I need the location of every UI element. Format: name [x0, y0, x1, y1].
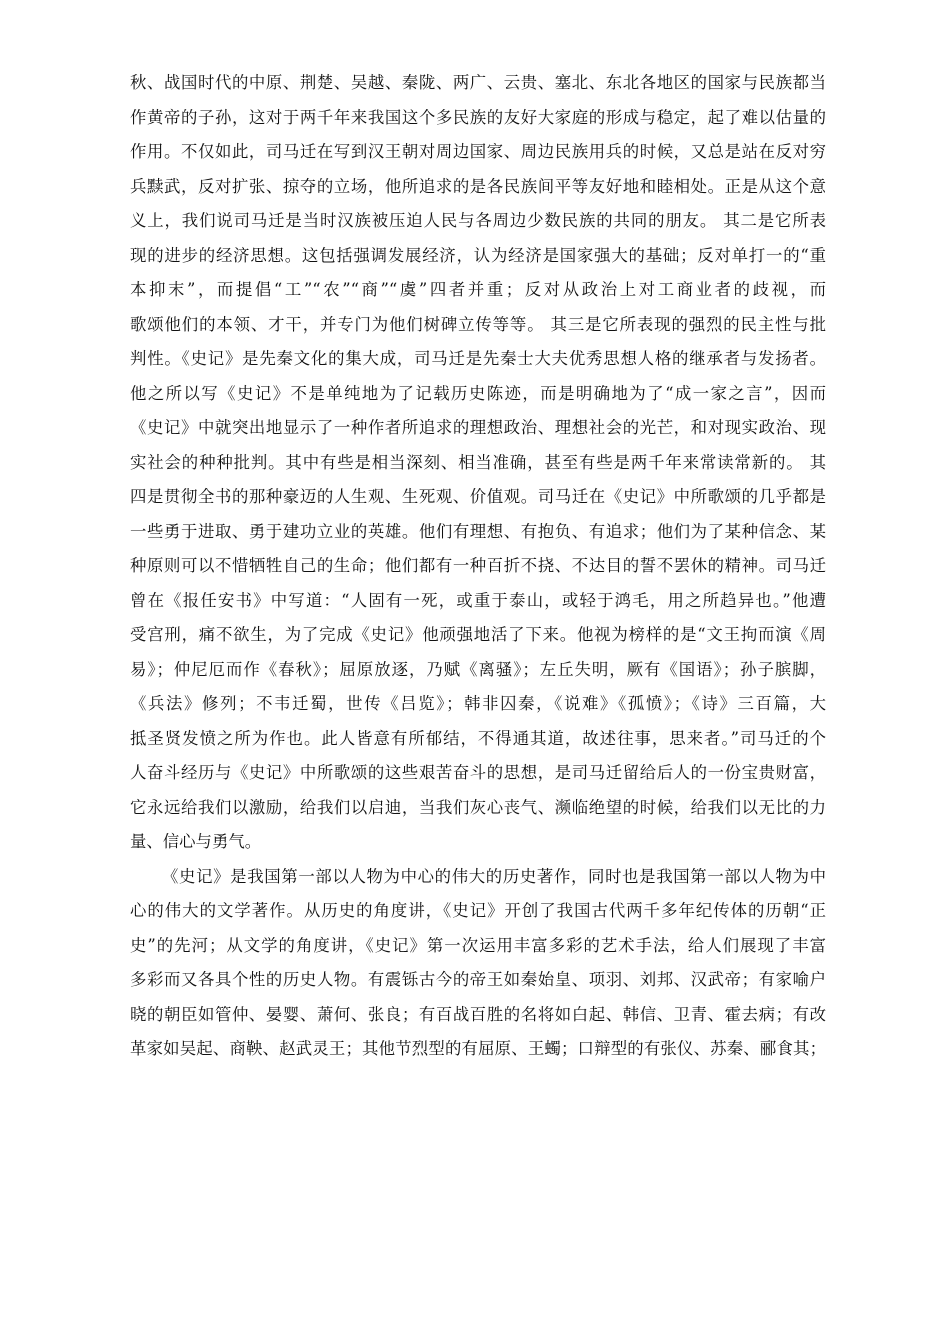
text-line: 他之所以写《史记》不是单纯地为了记载历史陈迹，而是明确地为了“成一家之言”，因而 — [130, 383, 826, 403]
text-line: 《史记》是我国第一部以人物为中心的伟大的历史著作，同时也是我国第一部以人物为中 — [162, 866, 826, 886]
text-line: 本抑末”，而提倡“工”“农”“商”“虞”四者并重；反对从政治上对工商业者的歧视，而 — [130, 280, 826, 299]
text-line: 义上，我们说司马迁是当时汉族被压迫人民与各周边少数民族的共同的朋友。 其二是它所表 — [130, 211, 826, 230]
text-line: 革家如吴起、商鞅、赵武灵王；其他节烈型的有屈原、王蠋；口辩型的有张仪、苏秦、郦食其； — [130, 1039, 826, 1058]
text-line: 多彩而又各具个性的历史人物。有震铄古今的帝王如秦始皇、项羽、刘邦、汉武帝；有家喻户 — [130, 970, 826, 989]
text-line: 作用。不仅如此，司马迁在写到汉王朝对周边国家、周边民族用兵的时候，又总是站在反对穷 — [130, 142, 826, 161]
text-line: 心的伟大的文学著作。从历史的角度讲，《史记》开创了我国古代两千多年纪传体的历朝“正 — [130, 901, 826, 920]
text-line: 四是贯彻全书的那种豪迈的人生观、生死观、价值观。司马迁在《史记》中所歌颂的几乎都是 — [130, 487, 826, 506]
text-line: 它永远给我们以激励，给我们以启迪，当我们灰心丧气、濒临绝望的时候，给我们以无比的力 — [130, 797, 826, 817]
text-line: 曾在《报任安书》中写道：“人固有一死，或重于泰山，或轻于鸿毛，用之所趋异也。”他遭 — [130, 590, 826, 610]
text-line: 《兵法》修列；不韦迁蜀，世传《吕览》；韩非囚秦，《说难》《孤愤》；《诗》三百篇，大 — [130, 694, 826, 713]
text-line: 一些勇于进取、勇于建功立业的英雄。他们有理想、有抱负、有追求；他们为了某种信念、某 — [130, 521, 826, 541]
text-line: 作黄帝的子孙，这对于两千年来我国这个多民族的友好大家庭的形成与稳定，起了难以估量的 — [130, 107, 826, 127]
text-line: 史”的先河；从文学的角度讲，《史记》第一次运用丰富多彩的艺术手法，给人们展现了丰富 — [130, 935, 826, 955]
text-line: 判性。《史记》是先秦文化的集大成，司马迁是先秦士大夫优秀思想人格的继承者与发扬者。 — [130, 349, 826, 368]
text-line: 兵黩武，反对扩张、掠夺的立场，他所追求的是各民族间平等友好地和睦相处。正是从这个意 — [130, 176, 826, 196]
text-line: 实社会的种种批判。其中有些是相当深刻、相当准确，甚至有些是两千年来常读常新的。 其 — [130, 452, 826, 472]
text-line: 人奋斗经历与《史记》中所歌颂的这些艰苦奋斗的思想，是司马迁留给后人的一份宝贵财富， — [130, 763, 826, 782]
text-line: 秋、战国时代的中原、荆楚、吴越、秦陇、两广、云贵、塞北、东北各地区的国家与民族都当 — [130, 73, 826, 92]
paragraph-2 — [130, 860, 826, 1067]
text-line: 量、信心与勇气。 — [130, 832, 262, 851]
text-line: 抵圣贤发愤之所为作也。此人皆意有所郁结，不得通其道，故述往事，思来者。”司马迁的个 — [130, 728, 826, 748]
text-line: 《史记》中就突出地显示了一种作者所追求的理想政治、理想社会的光芒，和对现实政治、现 — [130, 418, 826, 437]
text-line: 现的进步的经济思想。这包括强调发展经济，认为经济是国家强大的基础；反对单打一的“重 — [130, 245, 826, 265]
text-line: 易》；仲尼厄而作《春秋》；屈原放逐，乃赋《离骚》；左丘失明，厥有《国语》；孙子膑脚， — [130, 659, 826, 679]
text-line: 歌颂他们的本领、才干，并专门为他们树碑立传等等。 其三是它所表现的强烈的民主性与批 — [130, 314, 826, 334]
paragraph-1 — [130, 66, 826, 860]
text-line: 种原则可以不惜牺牲自己的生命；他们都有一种百折不挠、不达目的誓不罢休的精神。司马迁 — [130, 556, 826, 575]
text-line: 晓的朝臣如管仲、晏婴、萧何、张良；有百战百胜的名将如白起、韩信、卫青、霍去病；有改 — [130, 1004, 826, 1024]
body-text — [130, 66, 826, 1067]
text-line: 受宫刑，痛不欲生，为了完成《史记》他顽强地活了下来。他视为榜样的是“文王拘而演《周 — [130, 625, 826, 644]
